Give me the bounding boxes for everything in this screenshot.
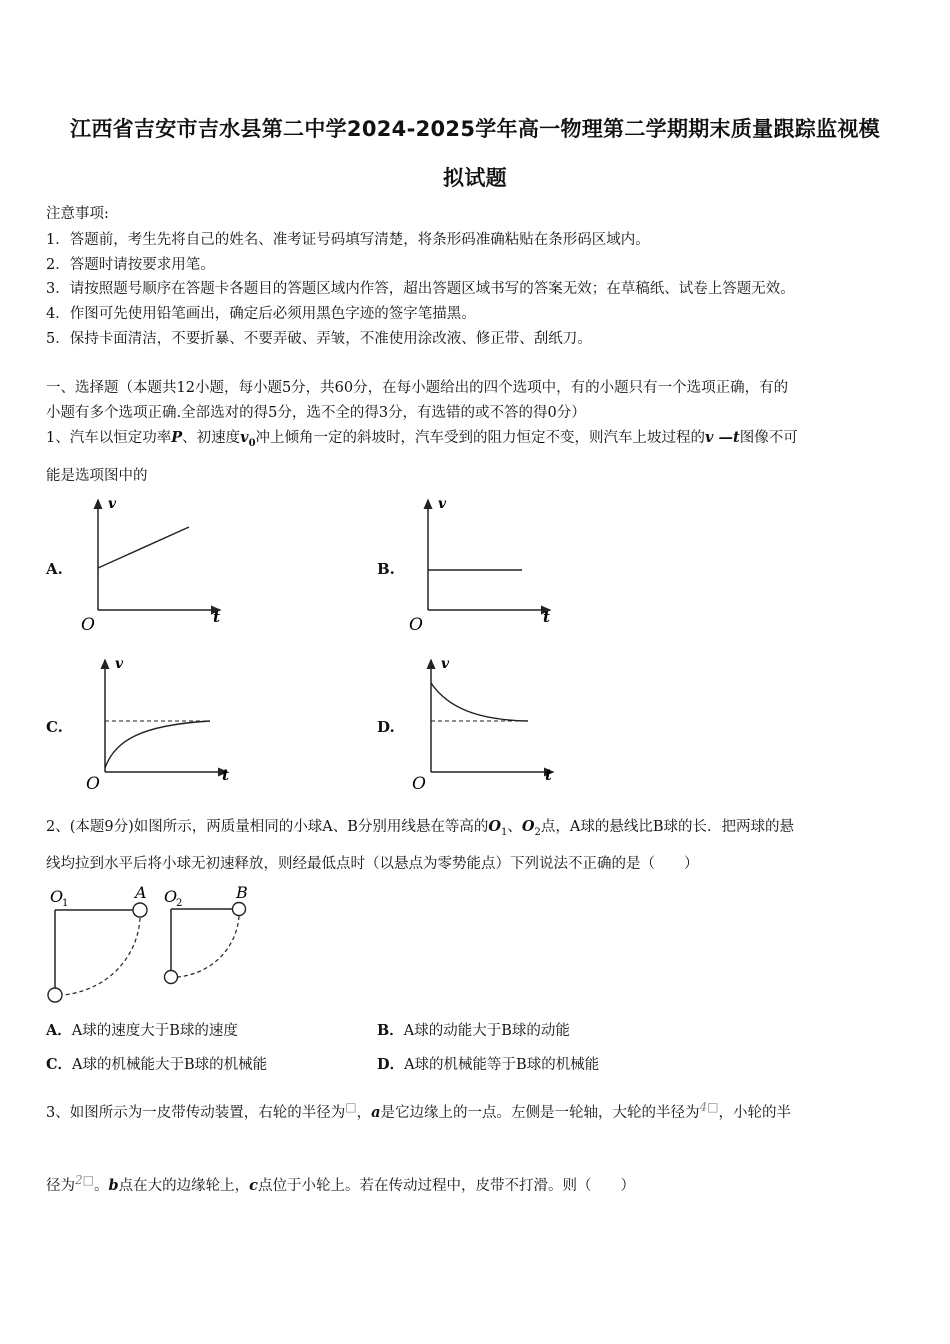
graph-b-origin: O bbox=[409, 615, 423, 635]
notice-item-1: 1．答题前，考生先将自己的姓名、准考证号码填写清楚，将条形码准确粘贴在条形码区域内。 bbox=[46, 232, 650, 248]
q3-var-c: c bbox=[249, 1176, 258, 1194]
notice-item-4: 4．作图可先使用铅笔画出，确定后必须用黑色字迹的签字笔描黑。 bbox=[46, 306, 476, 322]
q2-option-a[interactable] bbox=[46, 1019, 238, 1040]
graph-b-v-label: v bbox=[438, 496, 447, 512]
q2-option-a-text: A球的速度大于B球的速度 bbox=[71, 1023, 238, 1039]
q2-sep: 、 bbox=[507, 819, 522, 835]
q1-part1: 1、汽车以恒定功率 bbox=[46, 430, 172, 446]
q2-pendulum-figure bbox=[40, 880, 270, 1010]
q1-part3: 冲上倾角一定的斜坡时，汽车受到的阻力恒定不变，则汽车上坡过程的 bbox=[255, 430, 706, 446]
q3-part2: ， bbox=[356, 1104, 372, 1121]
q2-option-d-text: A球的机械能等于B球的机械能 bbox=[404, 1057, 600, 1073]
q3-part5: 径为 bbox=[46, 1177, 75, 1194]
graph-c-origin: O bbox=[86, 774, 100, 794]
fig-o2-label: O bbox=[164, 887, 178, 906]
fig-o2-sub: 2 bbox=[176, 898, 183, 909]
graph-d-v-label: v bbox=[441, 656, 450, 672]
q3-line1 bbox=[46, 1100, 791, 1122]
q2-o1-sub: 1 bbox=[501, 826, 508, 838]
q1-part4: 图像不可 bbox=[739, 430, 798, 446]
q3-part4: ，小轮的半 bbox=[718, 1104, 791, 1121]
q2-part2: 点，A球的悬线比B球的长．把两球的悬 bbox=[540, 819, 795, 835]
q2-option-c-label: C． bbox=[46, 1056, 73, 1073]
graph-d-curve bbox=[431, 683, 528, 721]
q2-option-b-text: A球的动能大于B球的动能 bbox=[403, 1023, 570, 1039]
q3-var-b: b bbox=[108, 1176, 119, 1194]
q3-part6: 。 bbox=[93, 1177, 109, 1194]
q3-var-a: a bbox=[371, 1103, 381, 1121]
q2-o1: O bbox=[488, 818, 502, 835]
graph-a-v-label: v bbox=[108, 496, 117, 512]
q1-var-p: P bbox=[171, 429, 183, 446]
graph-a-t-label: t bbox=[213, 608, 220, 626]
graph-c-curve bbox=[105, 721, 210, 768]
q1-var-v: v bbox=[240, 429, 249, 446]
q2-option-b[interactable] bbox=[377, 1019, 570, 1040]
q3-part1: 3、如图所示为一皮带传动装置，右轮的半径为 bbox=[46, 1104, 346, 1121]
q1-var-vt: v —t bbox=[705, 429, 740, 446]
q2-option-d-label: D． bbox=[377, 1056, 405, 1073]
q1-sub0: 0 bbox=[248, 437, 256, 449]
q3-placeholder-3: 2□ bbox=[75, 1173, 94, 1187]
q3-placeholder-2: 4□ bbox=[699, 1100, 719, 1114]
notice-item-2: 2．答题时请按要求用笔。 bbox=[46, 257, 215, 273]
fig-b-label: B bbox=[236, 883, 248, 902]
fig-ball-b-top bbox=[233, 903, 246, 916]
exam-title-line1: 江西省吉安市吉水县第二中学2024-2025学年高一物理第二学期期末质量跟踪监视模 bbox=[70, 117, 880, 141]
q3-part8: 点位于小轮上。若在传动过程中，皮带不打滑。则（ ） bbox=[257, 1177, 635, 1194]
q2-o2-sub: 2 bbox=[534, 826, 541, 838]
q2-o2: O bbox=[521, 818, 535, 835]
q1-graph-c bbox=[82, 650, 242, 795]
q2-option-c[interactable] bbox=[46, 1053, 267, 1074]
notice-heading: 注意事项: bbox=[46, 206, 109, 222]
q3-part7: 点在大的边缘轮上， bbox=[118, 1177, 250, 1194]
notice-item-3: 3．请按照题号顺序在答题卡各题目的答题区域内作答，超出答题区域书写的答案无效；在草稿纸、试卷上答题无效。 bbox=[46, 281, 795, 297]
q1-line2: 能是选项图中的 bbox=[46, 468, 148, 484]
q1-option-d-label[interactable]: D. bbox=[377, 718, 395, 736]
graph-d-t-label: t bbox=[545, 766, 552, 784]
graph-c-v-label: v bbox=[115, 656, 124, 672]
q2-line1 bbox=[46, 815, 794, 838]
q1-graph-b bbox=[405, 490, 565, 635]
q1-option-b-label[interactable]: B. bbox=[377, 560, 395, 578]
graph-d-origin: O bbox=[412, 774, 426, 794]
fig-a-label: A bbox=[135, 883, 147, 902]
graph-c-t-label: t bbox=[222, 766, 229, 784]
q2-option-c-text: A球的机械能大于B球的机械能 bbox=[72, 1057, 268, 1073]
q1-option-c-label[interactable]: C. bbox=[46, 718, 63, 736]
exam-title-line2: 拟试题 bbox=[443, 166, 507, 190]
fig-ball-b-bottom bbox=[165, 971, 178, 984]
fig-path-a bbox=[63, 918, 140, 995]
section1-line2: 小题有多个选项正确.全部选对的得5分，选不全的得3分，有选错的或不答的得0分） bbox=[46, 405, 586, 421]
q1-graph-d bbox=[408, 650, 568, 795]
q1-line1 bbox=[46, 426, 798, 449]
q3-line2 bbox=[46, 1173, 635, 1195]
graph-a-origin: O bbox=[81, 615, 95, 635]
notice-item-5: 5．保持卡面清洁，不要折暴、不要弄破、弄皱，不准使用涂改液、修正带、刮纸刀。 bbox=[46, 331, 592, 347]
graph-b-t-label: t bbox=[543, 608, 550, 626]
q2-option-a-label: A． bbox=[46, 1022, 72, 1039]
q2-option-b-label: B． bbox=[377, 1022, 404, 1039]
fig-o1-sub: 1 bbox=[62, 898, 69, 909]
q1-option-a-label[interactable]: A. bbox=[46, 560, 63, 578]
graph-a-curve bbox=[98, 527, 189, 568]
q2-line2: 线均拉到水平后将小球无初速释放，则经最低点时（以悬点为零势能点）下列说法不正确的是（ ） bbox=[46, 856, 699, 872]
q3-placeholder-1: □ bbox=[345, 1100, 357, 1114]
q1-graph-a bbox=[75, 490, 235, 635]
q1-part2: 、初速度 bbox=[182, 430, 241, 446]
fig-ball-a-top bbox=[133, 903, 147, 917]
fig-ball-a-bottom bbox=[48, 988, 62, 1002]
q2-part1: 2、(本题9分)如图所示，两质量相同的小球A、B分别用线悬在等高的 bbox=[46, 819, 489, 835]
q2-option-d[interactable] bbox=[377, 1053, 599, 1074]
fig-path-b bbox=[178, 916, 239, 977]
fig-o1-label: O bbox=[50, 887, 64, 906]
section1-line1: 一、选择题（本题共12小题，每小题5分，共60分，在每小题给出的四个选项中，有的小题只有一个选项正确，有的 bbox=[46, 380, 789, 396]
q3-part3: 是它边缘上的一点。左侧是一轮轴，大轮的半径为 bbox=[380, 1104, 700, 1121]
